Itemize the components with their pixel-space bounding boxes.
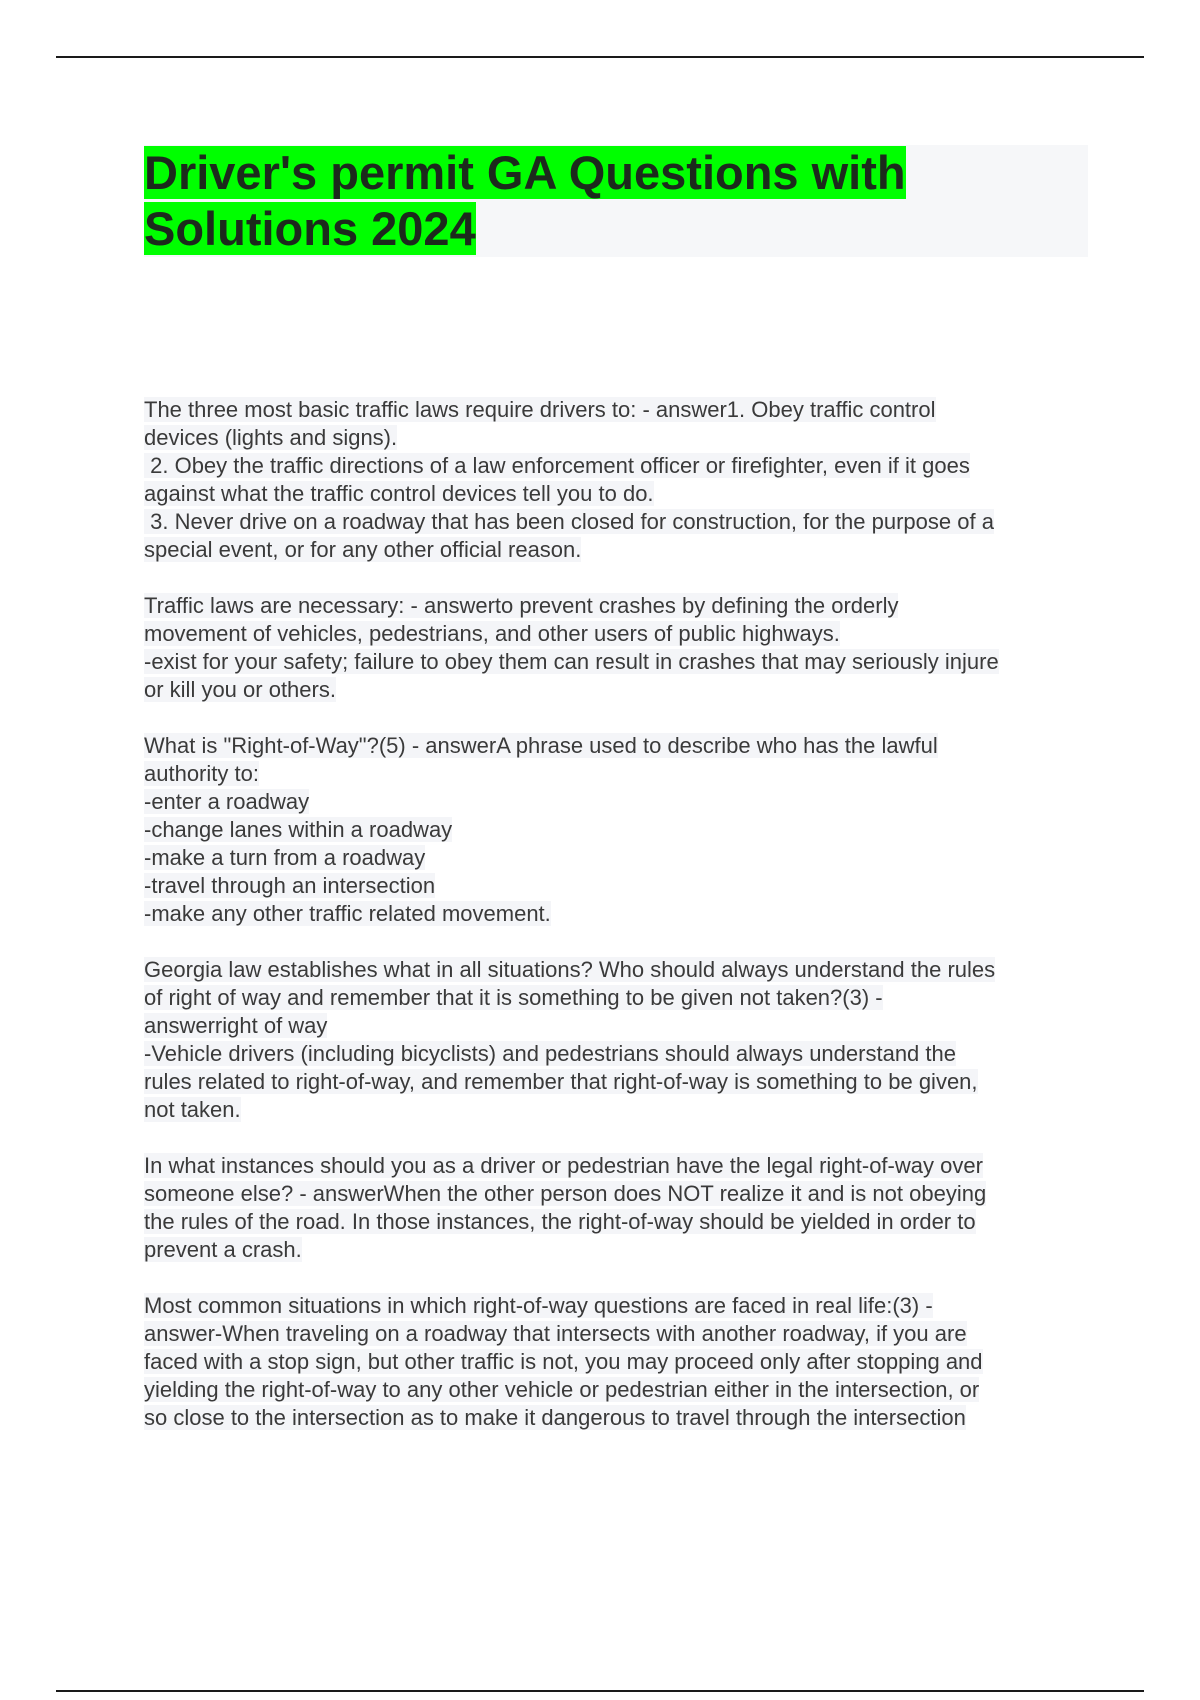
qa-line-text: movement of vehicles, pedestrians, and other users of public highways.	[144, 621, 840, 646]
qa-line-text: Most common situations in which right-of-way questions are faced in real life:(3) -	[144, 1293, 933, 1318]
qa-line	[144, 1320, 1094, 1348]
title-block	[144, 145, 1088, 257]
qa-line-text: yielding the right-of-way to any other vehicle or pedestrian either in the intersection, or	[144, 1377, 980, 1402]
bottom-rule	[56, 1690, 1144, 1692]
qa-line-text: -make a turn from a roadway	[144, 845, 426, 870]
qa-line	[144, 732, 1094, 760]
qa-line-text: of right of way and remember that it is something to be given not taken?(3) -	[144, 985, 883, 1010]
qa-line-text: rules related to right-of-way, and remember that right-of-way is something to be given,	[144, 1069, 978, 1094]
qa-line	[144, 1180, 1094, 1208]
qa-line-text: -Vehicle drivers (including bicyclists) and pedestrians should always understand the	[144, 1041, 956, 1066]
document-body	[144, 396, 1094, 1460]
qa-line-text: the rules of the road. In those instances, the right-of-way should be yielded in order to	[144, 1209, 976, 1234]
qa-line	[144, 1292, 1094, 1320]
qa-line	[144, 1348, 1094, 1376]
qa-line-text: faced with a stop sign, but other traffic is not, you may proceed only after stopping and	[144, 1349, 983, 1374]
qa-line	[144, 872, 1094, 900]
qa-entry	[144, 1292, 1094, 1432]
qa-line	[144, 1404, 1094, 1432]
qa-line-text: special event, or for any other official reason.	[144, 537, 582, 562]
qa-line	[144, 1012, 1094, 1040]
qa-line	[144, 648, 1094, 676]
qa-line	[144, 984, 1094, 1012]
qa-line-text: 2. Obey the traffic directions of a law enforcement officer or firefighter, even if it goes	[144, 453, 970, 478]
qa-line	[144, 816, 1094, 844]
qa-line-text: prevent a crash.	[144, 1237, 302, 1262]
qa-line	[144, 592, 1094, 620]
qa-line-text: -travel through an intersection	[144, 873, 436, 898]
qa-line-text: Georgia law establishes what in all situations? Who should always understand the rules	[144, 957, 996, 982]
qa-line	[144, 956, 1094, 984]
qa-line	[144, 1376, 1094, 1404]
qa-line-text: so close to the intersection as to make it dangerous to travel through the intersection	[144, 1405, 966, 1430]
qa-line	[144, 1040, 1094, 1068]
qa-line-text: answer-When traveling on a roadway that intersects with another roadway, if you are	[144, 1321, 967, 1346]
qa-line-text: -exist for your safety; failure to obey them can result in crashes that may seriously injure	[144, 649, 999, 674]
qa-line-text: 3. Never drive on a roadway that has been closed for construction, for the purpose of a	[144, 509, 994, 534]
qa-line	[144, 676, 1094, 704]
qa-entry	[144, 592, 1094, 704]
qa-line	[144, 452, 1094, 480]
qa-line-text: or kill you or others.	[144, 677, 336, 702]
qa-line	[144, 1152, 1094, 1180]
qa-line-text: -make any other traffic related movement.	[144, 901, 551, 926]
qa-entry	[144, 1152, 1094, 1264]
qa-entry	[144, 732, 1094, 928]
qa-entry	[144, 956, 1094, 1124]
qa-line	[144, 1208, 1094, 1236]
qa-line-text: against what the traffic control devices tell you to do.	[144, 481, 654, 506]
title-line-2: Solutions 2024	[144, 202, 476, 255]
qa-line-text: not taken.	[144, 1097, 241, 1122]
qa-line	[144, 536, 1094, 564]
qa-line-text: The three most basic traffic laws require drivers to: - answer1. Obey traffic control	[144, 397, 936, 422]
qa-line	[144, 760, 1094, 788]
qa-line-text: authority to:	[144, 761, 259, 786]
qa-line	[144, 620, 1094, 648]
qa-line-text: Traffic laws are necessary: - answerto prevent crashes by defining the orderly	[144, 593, 899, 618]
qa-line	[144, 788, 1094, 816]
qa-entry	[144, 396, 1094, 564]
qa-line-text: answerright of way	[144, 1013, 328, 1038]
top-rule	[56, 56, 1144, 58]
qa-line	[144, 480, 1094, 508]
title-line-1: Driver's permit GA Questions with	[144, 146, 906, 199]
qa-line	[144, 508, 1094, 536]
qa-line-text: What is "Right-of-Way"?(5) - answerA phrase used to describe who has the lawful	[144, 733, 938, 758]
qa-line-text: -enter a roadway	[144, 789, 310, 814]
qa-line	[144, 900, 1094, 928]
qa-line	[144, 1068, 1094, 1096]
qa-line	[144, 1236, 1094, 1264]
qa-line	[144, 396, 1094, 424]
qa-line	[144, 844, 1094, 872]
qa-line-text: someone else? - answerWhen the other person does NOT realize it and is not obeying	[144, 1181, 987, 1206]
qa-line-text: devices (lights and signs).	[144, 425, 398, 450]
qa-line-text: In what instances should you as a driver or pedestrian have the legal right-of-way over	[144, 1153, 983, 1178]
qa-line-text: -change lanes within a roadway	[144, 817, 453, 842]
qa-line	[144, 1096, 1094, 1124]
qa-line	[144, 424, 1094, 452]
document-title	[144, 145, 1088, 257]
